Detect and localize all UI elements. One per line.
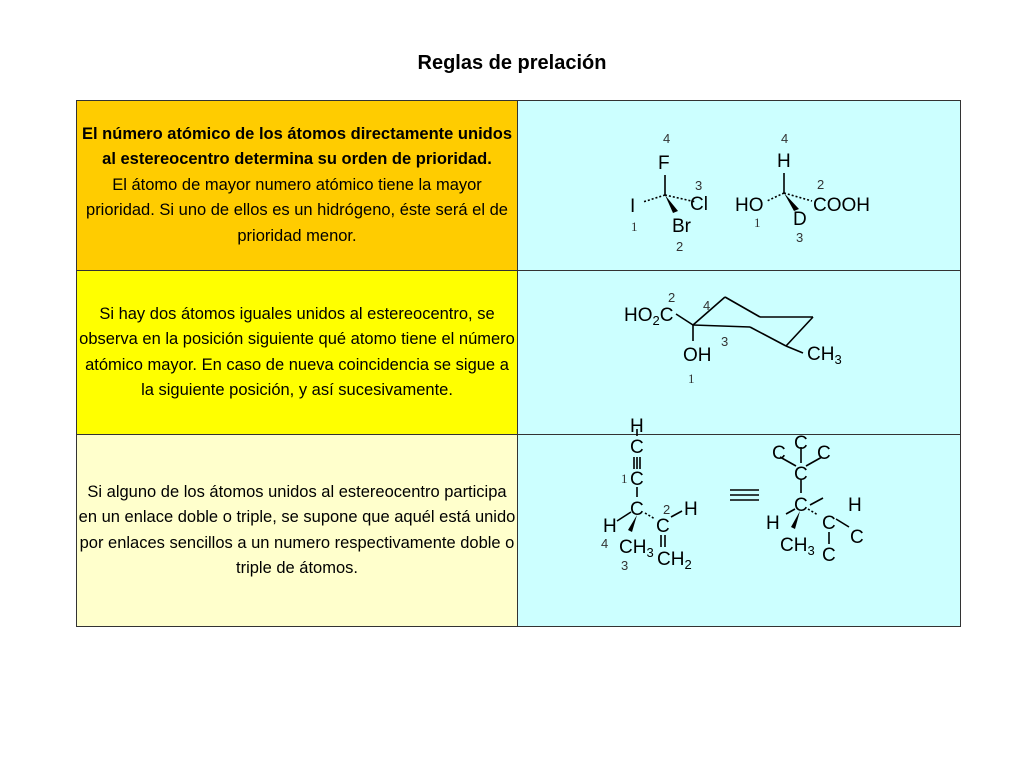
priority-label: 4 xyxy=(601,536,609,551)
atom-h-left: H xyxy=(766,513,780,534)
atom-ho: HO xyxy=(735,195,764,216)
rule-row-1 xyxy=(77,101,961,271)
molecule-figure-1 xyxy=(518,101,960,271)
atom-br: Br xyxy=(672,216,691,237)
molecule-figure-2 xyxy=(518,271,960,435)
figure-cell-2 xyxy=(518,271,961,435)
atom-i: I xyxy=(630,196,636,217)
methyl-ch: CH xyxy=(780,535,808,556)
atom-oh: OH xyxy=(683,345,712,366)
rules-table xyxy=(76,100,961,627)
methylene-ch: CH xyxy=(657,549,685,570)
rule-1-bold-text: El número atómico de los átomos directamente unidos al estereocentro determina su orden de prioridad. xyxy=(82,124,512,169)
atom-h-left: H xyxy=(603,516,617,537)
molecule-b xyxy=(735,131,870,245)
priority-label: 4 xyxy=(663,131,671,146)
priority-label: 1 xyxy=(688,371,695,386)
priority-label: 1 xyxy=(631,219,638,234)
rule-1-text: El átomo de mayor numero atómico tiene la mayor prioridad. Si uno de ellos es un hidrógeno, éste será el de prioridad menor. xyxy=(86,175,508,245)
atom-cl: Cl xyxy=(690,194,708,215)
priority-label: 3 xyxy=(796,230,804,245)
acid-subscript: 2 xyxy=(652,313,660,328)
atom-c: C xyxy=(850,527,864,548)
priority-label: 1 xyxy=(621,471,628,486)
methylene-subscript: 2 xyxy=(684,557,692,572)
atom-c: C xyxy=(794,433,808,454)
methyl-subscript: 3 xyxy=(646,545,654,560)
atom-cooh: COOH xyxy=(813,195,870,216)
rule-row-2 xyxy=(77,271,961,435)
acid-group xyxy=(624,305,673,328)
atom-h-right: H xyxy=(684,499,698,520)
atom-c-stereocenter: C xyxy=(630,499,644,520)
atom-h-right: H xyxy=(848,495,862,516)
priority-label: 2 xyxy=(676,239,684,254)
methyl-subscript: 3 xyxy=(807,543,815,558)
figure-cell-1 xyxy=(518,101,961,271)
equivalence-symbol xyxy=(730,490,759,500)
atom-c: C xyxy=(794,464,808,485)
atom-h: H xyxy=(777,151,791,172)
priority-label: 3 xyxy=(621,558,629,573)
priority-label: 2 xyxy=(817,177,825,192)
priority-label: 1 xyxy=(754,215,761,230)
atom-f: F xyxy=(658,153,670,174)
atom-c: C xyxy=(817,443,831,464)
atom-c: C xyxy=(630,437,644,458)
priority-label: 3 xyxy=(721,334,729,349)
atom-c: C xyxy=(630,469,644,490)
atom-c: C xyxy=(822,513,836,534)
methyl-group xyxy=(619,537,654,560)
priority-label: 4 xyxy=(781,131,789,146)
priority-label: 3 xyxy=(695,178,703,193)
molecule-a xyxy=(630,131,708,254)
rule-row-3 xyxy=(77,435,961,627)
cyclohexane-molecule xyxy=(624,290,842,386)
expanded-structure xyxy=(766,433,864,566)
methyl-group xyxy=(780,535,815,558)
priority-label: 2 xyxy=(663,502,671,517)
methyl-ch: CH xyxy=(807,344,835,365)
rule-text-2 xyxy=(77,271,518,435)
page-title: Reglas de prelación xyxy=(417,52,607,74)
atom-d: D xyxy=(793,209,807,230)
atom-h-top: H xyxy=(630,416,644,437)
acid-ho: HO xyxy=(624,305,653,326)
methyl-subscript: 3 xyxy=(834,352,842,367)
acid-c: C xyxy=(659,305,674,326)
methyl-group xyxy=(807,344,842,367)
atom-c: C xyxy=(772,443,786,464)
priority-label: 2 xyxy=(668,290,676,305)
priority-label: 4 xyxy=(703,298,711,313)
rule-2-text: Si hay dos átomos iguales unidos al estereocentro, se observa en la posición siguiente qué atomo tiene el número atómico mayor. En caso de nueva coincidencia se sigue a la siguiente posición, y así sucesivamente. xyxy=(79,304,515,399)
rule-text-1 xyxy=(77,101,518,271)
atom-c-stereocenter: C xyxy=(794,495,808,516)
molecule-figure-3 xyxy=(518,416,960,627)
rule-text-3 xyxy=(77,435,518,627)
rule-3-text: Si alguno de los átomos unidos al estereocentro participa en un enlace doble o triple, se supone que aquél está unido por enlaces sencillos a un numero respectivamente doble o triple de átomos. xyxy=(78,482,516,577)
figure-cell-3 xyxy=(518,416,961,627)
atom-c-vinyl: C xyxy=(656,516,670,537)
atom-c: C xyxy=(822,545,836,566)
vinyl-acetylene-structure xyxy=(601,416,698,573)
methylene-group xyxy=(657,549,692,572)
methyl-ch: CH xyxy=(619,537,647,558)
